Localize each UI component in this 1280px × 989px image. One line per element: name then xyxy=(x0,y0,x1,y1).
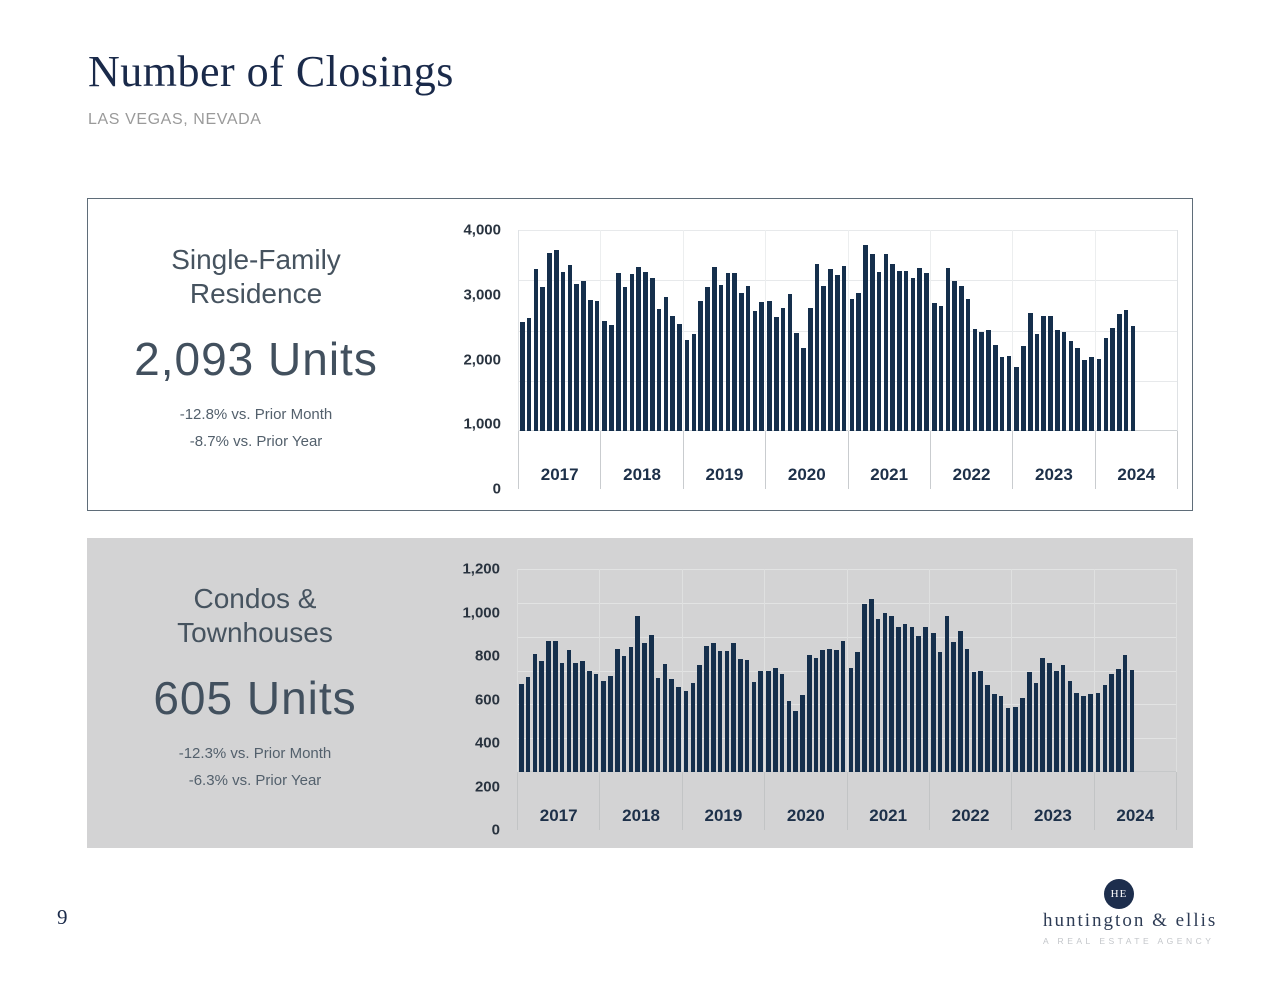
bar-2021-4 xyxy=(870,254,875,431)
bar-2017-7 xyxy=(560,663,565,772)
bar-2019-9 xyxy=(739,293,744,431)
bar-2019-10 xyxy=(745,660,750,772)
bar-2018-8 xyxy=(650,278,655,431)
bar-2023-4 xyxy=(1035,334,1040,431)
bar-2020-4 xyxy=(788,294,793,431)
logo-name: huntington & ellis xyxy=(1043,910,1218,931)
single-family-vs-prior-year: -8.7% vs. Prior Year xyxy=(189,433,323,450)
bar-2020-2 xyxy=(774,317,779,431)
bar-2021-11 xyxy=(916,636,921,772)
bar-2018-9 xyxy=(656,678,661,772)
bar-2023-8 xyxy=(1062,332,1067,431)
year-band-2018 xyxy=(599,569,681,772)
bar-2019-2 xyxy=(692,334,697,431)
bar-2018-2 xyxy=(609,325,614,431)
y-axis-tick-label: 3,000 xyxy=(463,286,501,304)
bar-2018-12 xyxy=(676,687,681,772)
bar-2023-11 xyxy=(1082,360,1087,431)
bar-2023-2 xyxy=(1021,346,1026,431)
bar-2021-5 xyxy=(876,619,881,772)
bar-2022-1 xyxy=(931,633,936,772)
year-band-2022 xyxy=(930,230,1012,431)
report-header xyxy=(88,46,454,129)
bar-2019-7 xyxy=(726,273,731,431)
bar-2020-12 xyxy=(841,641,846,772)
bar-2019-6 xyxy=(718,651,723,772)
bar-2019-8 xyxy=(731,643,736,772)
x-axis-year-label-2022: 2022 xyxy=(930,431,1012,489)
bar-2018-6 xyxy=(635,616,640,772)
y-axis-tick-label: 2,000 xyxy=(463,351,501,368)
bar-2023-2 xyxy=(1020,698,1025,772)
bar-2019-10 xyxy=(746,286,751,431)
bar-2020-8 xyxy=(815,264,820,431)
condos-chart xyxy=(433,560,1177,839)
bar-2017-4 xyxy=(540,287,545,431)
bar-2023-7 xyxy=(1054,671,1059,773)
bar-2019-3 xyxy=(698,301,703,431)
bar-2017-3 xyxy=(534,269,539,431)
bar-2020-9 xyxy=(821,286,826,431)
bar-2022-3 xyxy=(946,268,951,431)
bar-2018-5 xyxy=(630,274,635,431)
bar-2022-2 xyxy=(939,306,944,431)
bar-2018-3 xyxy=(616,273,621,431)
year-band-2017 xyxy=(519,230,600,431)
condos-townhouses-panel xyxy=(87,538,1193,848)
bar-2024-6 xyxy=(1130,670,1135,772)
bar-2020-1 xyxy=(766,671,771,772)
he-monogram-icon: HE xyxy=(1104,879,1134,909)
year-band-2019 xyxy=(683,230,765,431)
bar-2017-1 xyxy=(520,322,525,431)
bar-2023-1 xyxy=(1013,707,1018,772)
bar-2017-1 xyxy=(519,684,524,772)
bar-2023-3 xyxy=(1027,672,1032,772)
x-axis-year-label-2019: 2019 xyxy=(682,772,764,830)
bar-2018-7 xyxy=(643,272,648,431)
bar-2022-9 xyxy=(985,685,990,772)
bar-2020-3 xyxy=(781,308,786,431)
year-band-2021 xyxy=(848,230,930,431)
bar-2021-11 xyxy=(917,268,922,431)
year-band-2024 xyxy=(1095,230,1177,431)
bar-2022-7 xyxy=(972,672,977,772)
bar-2021-3 xyxy=(862,604,867,772)
bar-2020-12 xyxy=(842,266,847,431)
x-axis-year-label-2020: 2020 xyxy=(764,772,846,830)
bar-2021-4 xyxy=(869,599,874,772)
huntington-ellis-logo xyxy=(1043,879,1218,946)
y-axis-tick-label: 0 xyxy=(491,821,500,839)
bar-2018-4 xyxy=(622,656,627,772)
year-band-2020 xyxy=(764,569,846,772)
bar-2024-2 xyxy=(1104,338,1109,431)
bar-2022-2 xyxy=(938,652,943,772)
bar-2022-10 xyxy=(993,345,998,431)
bar-2024-3 xyxy=(1109,674,1114,772)
single-family-title xyxy=(88,243,424,311)
bar-2018-8 xyxy=(649,635,654,772)
bar-2023-3 xyxy=(1028,313,1033,431)
bar-2018-1 xyxy=(602,321,607,431)
bar-2023-12 xyxy=(1088,694,1093,772)
y-axis-tick-label: 0 xyxy=(492,480,501,498)
bar-2019-12 xyxy=(759,302,764,431)
bar-2023-9 xyxy=(1069,341,1074,431)
bar-2022-9 xyxy=(986,330,991,431)
bar-2019-11 xyxy=(753,311,758,431)
y-axis-tick-label: 1,200 xyxy=(462,560,500,578)
bar-2021-1 xyxy=(850,299,855,431)
x-axis-year-label-2018: 2018 xyxy=(599,772,681,830)
bar-2017-9 xyxy=(574,284,579,431)
bar-2021-5 xyxy=(877,272,882,431)
y-axis-tick-label: 600 xyxy=(474,691,500,708)
bar-2017-2 xyxy=(526,677,531,772)
single-family-vs-prior-month: -12.8% vs. Prior Month xyxy=(179,406,333,423)
y-axis-tick-label: 4,000 xyxy=(463,221,501,239)
bar-2024-4 xyxy=(1116,669,1121,772)
x-axis-year-label-2023: 2023 xyxy=(1012,431,1094,489)
bar-2021-2 xyxy=(855,652,860,772)
bar-2020-6 xyxy=(801,348,806,431)
bar-2020-5 xyxy=(793,711,798,772)
bar-2017-8 xyxy=(567,650,572,772)
bar-2023-10 xyxy=(1074,693,1079,772)
condos-plot-area xyxy=(517,569,1177,772)
single-family-summary xyxy=(88,199,424,455)
y-axis-tick-label: 1,000 xyxy=(462,604,500,621)
bar-2021-8 xyxy=(897,271,902,431)
bar-2022-12 xyxy=(1007,356,1012,431)
year-band-2020 xyxy=(765,230,847,431)
bar-2020-11 xyxy=(834,650,839,772)
bar-2022-5 xyxy=(959,286,964,431)
bar-2021-10 xyxy=(910,627,915,772)
bar-2018-9 xyxy=(657,309,662,431)
year-band-2017 xyxy=(518,569,599,772)
year-band-2024 xyxy=(1094,569,1176,772)
bar-2021-8 xyxy=(896,627,901,772)
single-family-panel xyxy=(87,198,1193,511)
bar-2019-12 xyxy=(758,671,763,773)
year-band-2018 xyxy=(600,230,682,431)
bar-2017-7 xyxy=(561,272,566,431)
bar-2022-6 xyxy=(965,649,970,772)
single-family-chart xyxy=(434,221,1178,498)
bar-2018-10 xyxy=(663,664,668,772)
x-axis-year-label-2021: 2021 xyxy=(848,431,930,489)
condos-x-axis xyxy=(517,772,1177,830)
bar-2020-7 xyxy=(808,308,813,431)
bar-2020-8 xyxy=(814,658,819,772)
bar-2019-9 xyxy=(738,659,743,772)
bar-2021-12 xyxy=(924,273,929,431)
logo-tagline: A REAL ESTATE AGENCY xyxy=(1043,936,1215,946)
bar-2022-7 xyxy=(973,329,978,432)
bar-2023-1 xyxy=(1014,367,1019,431)
bar-2017-3 xyxy=(533,654,538,772)
bar-2020-5 xyxy=(794,333,799,431)
y-axis-tick-label: 400 xyxy=(474,734,500,752)
bar-2021-9 xyxy=(904,271,909,431)
single-family-plot-area xyxy=(518,230,1178,431)
bar-2020-9 xyxy=(820,650,825,772)
bar-2023-4 xyxy=(1034,683,1039,772)
bar-2017-6 xyxy=(554,250,559,431)
bar-2017-12 xyxy=(594,674,599,772)
condos-vs-prior-month: -12.3% vs. Prior Month xyxy=(178,745,332,762)
bar-2017-10 xyxy=(581,281,586,431)
x-axis-year-label-2023: 2023 xyxy=(1011,772,1093,830)
bar-2021-3 xyxy=(863,245,868,431)
bar-2020-3 xyxy=(780,674,785,772)
bar-2018-2 xyxy=(608,676,613,772)
bar-2017-5 xyxy=(547,253,552,431)
year-band-2022 xyxy=(929,569,1011,772)
bar-2019-5 xyxy=(711,643,716,772)
bar-2017-4 xyxy=(539,661,544,772)
y-axis-tick-label: 1,000 xyxy=(463,415,501,433)
bar-2021-12 xyxy=(923,627,928,772)
bar-2024-3 xyxy=(1110,328,1115,431)
bar-2019-4 xyxy=(705,287,710,431)
bar-2020-6 xyxy=(800,695,805,772)
bar-2023-7 xyxy=(1055,330,1060,432)
bar-2019-3 xyxy=(697,665,702,772)
bar-2023-5 xyxy=(1041,316,1046,431)
bar-2023-9 xyxy=(1068,681,1073,772)
bar-2020-7 xyxy=(807,655,812,772)
condos-y-axis xyxy=(433,560,517,839)
bar-2019-5 xyxy=(712,267,717,431)
bar-2017-11 xyxy=(587,671,592,773)
bar-2022-11 xyxy=(999,696,1004,772)
single-family-y-axis xyxy=(434,221,518,498)
single-family-units-stat: 2,093 Units xyxy=(134,333,378,385)
bar-2023-10 xyxy=(1075,348,1080,431)
bar-2018-1 xyxy=(601,681,606,772)
bar-2018-11 xyxy=(669,679,674,772)
bar-2020-11 xyxy=(835,275,840,431)
x-axis-year-label-2022: 2022 xyxy=(929,772,1011,830)
x-axis-year-label-2017: 2017 xyxy=(517,772,599,830)
bar-2018-7 xyxy=(642,643,647,772)
bar-2018-5 xyxy=(629,647,634,772)
single-family-title-line2: Residence xyxy=(189,278,323,309)
condos-title-line2: Townhouses xyxy=(177,617,333,648)
bar-2024-5 xyxy=(1124,310,1129,431)
bar-2020-4 xyxy=(787,701,792,772)
y-axis-tick-label: 200 xyxy=(474,778,500,795)
bar-2017-6 xyxy=(553,641,558,772)
bar-2019-1 xyxy=(685,340,690,431)
x-axis-year-label-2019: 2019 xyxy=(683,431,765,489)
bar-2017-5 xyxy=(546,641,551,772)
bar-2018-3 xyxy=(615,649,620,772)
bar-2019-11 xyxy=(752,682,757,772)
y-axis-tick-label: 800 xyxy=(474,647,500,665)
bar-2019-8 xyxy=(732,273,737,431)
condos-title-line1: Condos & xyxy=(193,583,317,614)
bar-2018-11 xyxy=(670,316,675,431)
bar-2023-6 xyxy=(1047,663,1052,772)
bar-2022-5 xyxy=(958,631,963,772)
bar-2017-10 xyxy=(580,661,585,772)
x-axis-year-label-2020: 2020 xyxy=(765,431,847,489)
bar-2023-11 xyxy=(1081,696,1086,772)
bar-2017-9 xyxy=(573,663,578,772)
bar-2024-1 xyxy=(1097,359,1102,431)
x-axis-year-label-2024: 2024 xyxy=(1094,772,1177,830)
bar-2022-10 xyxy=(992,694,997,772)
bar-2022-12 xyxy=(1006,708,1011,772)
bar-2022-1 xyxy=(932,303,937,431)
bar-2022-11 xyxy=(1000,357,1005,431)
bar-2022-8 xyxy=(978,671,983,773)
bar-2017-2 xyxy=(527,318,532,431)
x-axis-year-label-2021: 2021 xyxy=(847,772,929,830)
bar-2021-6 xyxy=(883,613,888,772)
x-axis-year-label-2018: 2018 xyxy=(600,431,682,489)
page-title: Number of Closings xyxy=(88,47,454,96)
bar-2017-12 xyxy=(595,301,600,431)
bar-2019-4 xyxy=(704,646,709,772)
condos-summary xyxy=(87,538,423,794)
bar-2018-12 xyxy=(677,324,682,431)
page-subtitle: LAS VEGAS, NEVADA xyxy=(88,111,262,128)
bar-2019-7 xyxy=(725,651,730,772)
bar-2023-8 xyxy=(1061,665,1066,772)
year-band-2019 xyxy=(682,569,764,772)
bar-2021-10 xyxy=(911,278,916,431)
condos-vs-prior-year: -6.3% vs. Prior Year xyxy=(188,772,322,789)
bar-2022-4 xyxy=(951,642,956,772)
bar-2024-2 xyxy=(1103,685,1108,772)
bar-2024-6 xyxy=(1131,326,1136,431)
bar-2024-5 xyxy=(1123,655,1128,772)
single-family-x-axis xyxy=(518,431,1178,489)
year-band-2023 xyxy=(1011,569,1093,772)
bar-2023-12 xyxy=(1089,357,1094,431)
bar-2024-4 xyxy=(1117,314,1122,431)
bar-2022-6 xyxy=(966,299,971,431)
bar-2017-8 xyxy=(568,265,573,431)
bar-2021-7 xyxy=(889,616,894,772)
condos-title xyxy=(87,582,423,650)
condos-units-stat: 605 Units xyxy=(153,672,357,724)
year-band-2023 xyxy=(1012,230,1094,431)
bar-2020-2 xyxy=(773,668,778,772)
bar-2022-3 xyxy=(945,616,950,772)
x-axis-year-label-2017: 2017 xyxy=(518,431,600,489)
bar-2019-2 xyxy=(691,683,696,772)
page-number: 9 xyxy=(57,905,68,929)
bar-2021-7 xyxy=(890,264,895,431)
bar-2021-6 xyxy=(884,254,889,431)
x-axis-year-label-2024: 2024 xyxy=(1095,431,1178,489)
bar-2019-6 xyxy=(719,285,724,431)
bar-2018-4 xyxy=(623,287,628,431)
bar-2020-1 xyxy=(767,301,772,431)
single-family-title-line1: Single-Family xyxy=(171,244,341,275)
bar-2018-6 xyxy=(636,267,641,431)
bar-2020-10 xyxy=(827,649,832,772)
bar-2017-11 xyxy=(588,300,593,431)
bar-2022-8 xyxy=(979,332,984,431)
bar-2021-2 xyxy=(856,293,861,431)
bar-2018-10 xyxy=(664,297,669,431)
bar-2024-1 xyxy=(1096,693,1101,773)
bar-2019-1 xyxy=(684,691,689,772)
bar-2020-10 xyxy=(828,269,833,431)
year-band-2021 xyxy=(847,569,929,772)
bar-2021-9 xyxy=(903,624,908,772)
bar-2023-5 xyxy=(1040,658,1045,772)
bar-2023-6 xyxy=(1048,316,1053,431)
bar-2021-1 xyxy=(849,668,854,772)
bar-2022-4 xyxy=(952,281,957,431)
